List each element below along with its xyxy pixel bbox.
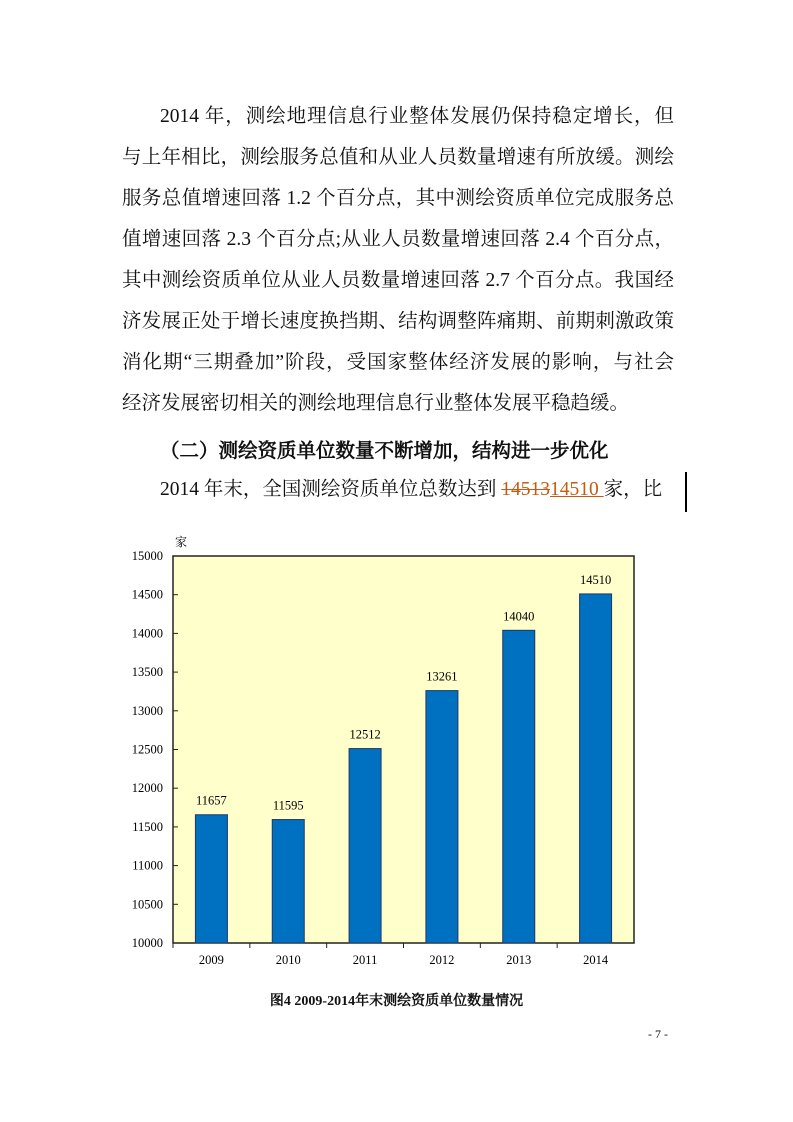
figure-caption: 图4 2009-2014年末测绘资质单位数量情况: [269, 994, 524, 1009]
bar-2013: [503, 630, 535, 943]
x-tick-label: 2012: [429, 953, 455, 967]
data-label: 13261: [426, 669, 458, 684]
y-tick-label: 15000: [131, 549, 163, 563]
y-tick-label: 13500: [131, 665, 163, 680]
paragraph-line: 经济发展密切相关的测绘地理信息行业整体发展平稳趋缓。: [122, 393, 630, 414]
y-axis-unit: 家: [175, 535, 188, 549]
tracked-insertion: 14510: [550, 479, 604, 500]
y-tick-label: 11000: [132, 858, 163, 873]
y-tick-label: 10500: [131, 897, 163, 912]
bar-2011: [349, 749, 381, 943]
plot-area: [173, 556, 634, 943]
para2-text-end: 家，比: [603, 479, 663, 500]
x-tick-label: 2010: [275, 953, 301, 967]
bar-2014: [580, 594, 612, 943]
x-tick-label: 2009: [198, 953, 224, 967]
x-tick-label: 2011: [352, 953, 378, 967]
paragraph-line: 服务总值增速回落 1.2 个百分点，其中测绘资质单位完成服务总: [122, 188, 674, 209]
page-number: - 7 -: [648, 1027, 668, 1041]
x-tick-label: 2014: [583, 953, 609, 967]
y-tick-label: 11500: [132, 819, 163, 834]
y-tick-label: 13000: [131, 703, 163, 718]
y-tick-label: 10000: [131, 936, 163, 950]
y-tick-label: 12500: [131, 742, 163, 757]
bar-2012: [426, 691, 458, 943]
tracked-deletion: 14513: [501, 479, 551, 500]
para2-text: 2014 年末，全国测绘资质单位总数达到: [160, 479, 502, 500]
section-heading: （二）测绘资质单位数量不断增加，结构进一步优化: [160, 441, 609, 462]
bar-2009: [195, 815, 227, 943]
y-tick-label: 14000: [131, 626, 163, 641]
x-tick-label: 2013: [506, 953, 532, 967]
data-label: 12512: [349, 727, 381, 742]
paragraph-line: 2014 年，测绘地理信息行业整体发展仍保持稳定增长，但: [160, 106, 674, 127]
paragraph-line: 消化期“三期叠加”阶段，受国家整体经济发展的影响，与社会: [122, 352, 674, 373]
paragraph-line: 与上年相比，测绘服务总值和从业人员数量增速有所放缓。测绘: [122, 147, 674, 168]
y-tick-label: 12000: [131, 781, 163, 796]
bar-2010: [272, 820, 304, 943]
paragraph-line: 济发展正处于增长速度换挡期、结构调整阵痛期、前期刺激政策: [122, 311, 674, 332]
data-label: 14040: [503, 609, 535, 624]
data-label: 11595: [272, 798, 304, 813]
paragraph-line: 其中测绘资质单位从业人员数量增速回落 2.7 个百分点。我国经: [122, 270, 674, 291]
data-label: 11657: [196, 793, 227, 808]
y-tick-label: 14500: [131, 587, 163, 602]
data-label: 14510: [579, 572, 612, 587]
paragraph-line: 值增速回落 2.3 个百分点;从业人员数量增速回落 2.4 个百分点，: [122, 229, 674, 250]
